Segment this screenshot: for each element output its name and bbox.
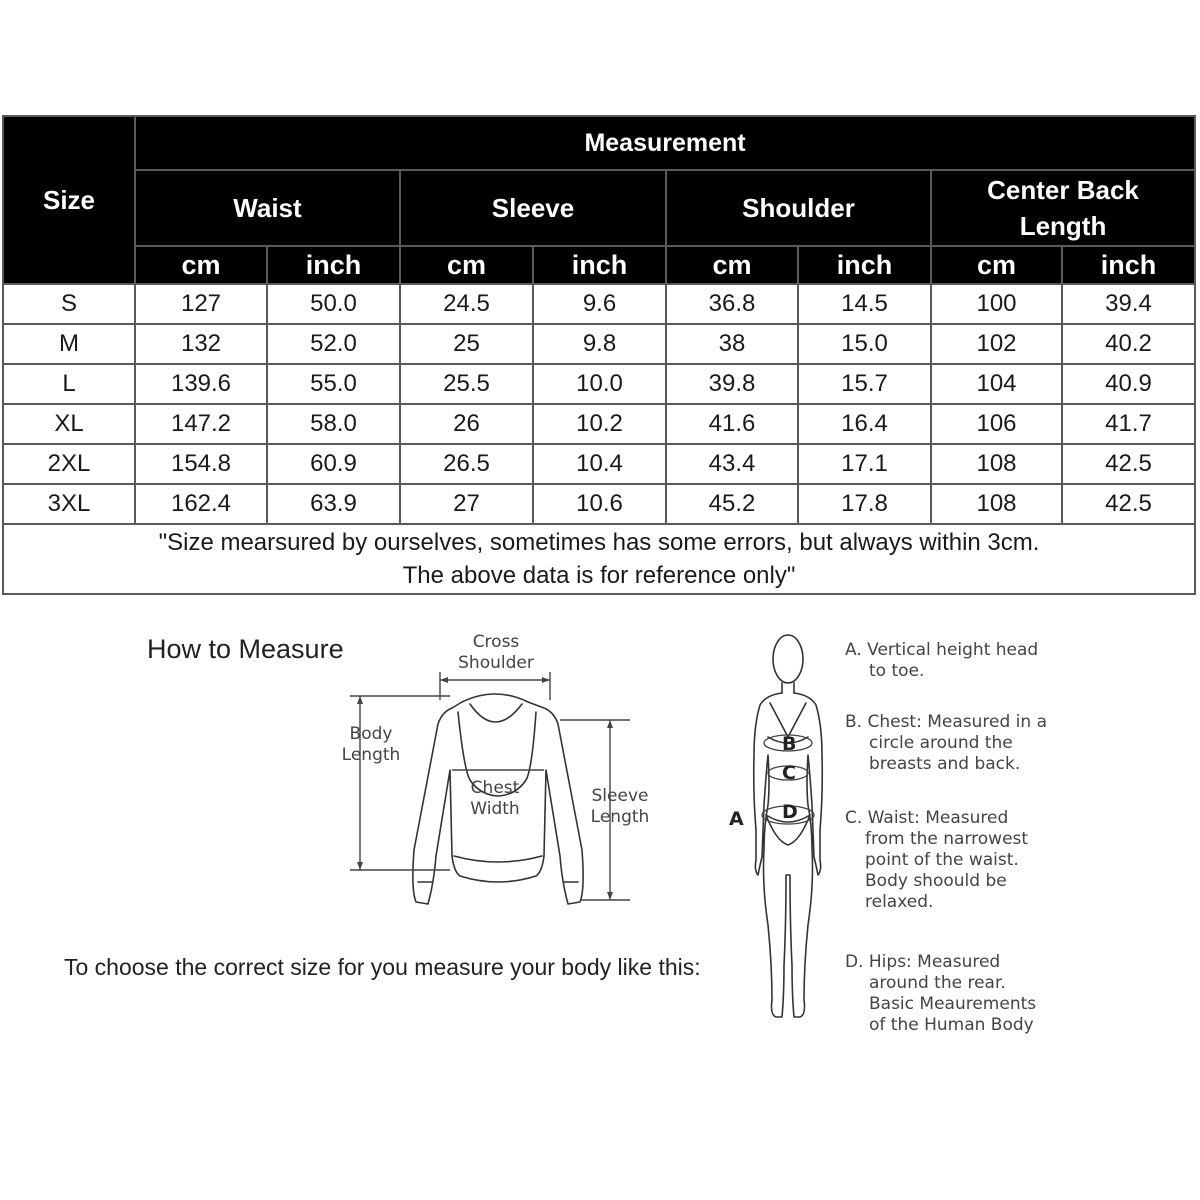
- unit-header: inch: [798, 246, 931, 284]
- size-header: Size: [3, 116, 135, 284]
- unit-header: cm: [135, 246, 267, 284]
- waist-header: Waist: [135, 170, 400, 246]
- table-cell: 102: [931, 324, 1062, 364]
- table-row: [3, 444, 1195, 484]
- letter-a-marker: A: [729, 808, 744, 830]
- table-cell: 17.8: [798, 484, 931, 524]
- table-row: [3, 484, 1195, 524]
- table-cell: 127: [135, 284, 267, 324]
- table-cell: 39.8: [666, 364, 798, 404]
- table-cell: 25.5: [400, 364, 533, 404]
- table-cell: 52.0: [267, 324, 400, 364]
- measurement-note: "Size mearsured by ourselves, sometimes has some errors, but always within 3cm. The above data is for reference only": [3, 524, 1195, 594]
- table-cell: 58.0: [267, 404, 400, 444]
- table-cell: 104: [931, 364, 1062, 404]
- body-length-label: Body Length: [341, 724, 401, 765]
- table-cell: 39.4: [1062, 284, 1195, 324]
- table-cell: 45.2: [666, 484, 798, 524]
- table-cell: 15.7: [798, 364, 931, 404]
- table-row: [3, 404, 1195, 444]
- size-chart-table: [2, 115, 1196, 595]
- unit-header: inch: [533, 246, 666, 284]
- table-cell: 25: [400, 324, 533, 364]
- table-cell: 38: [666, 324, 798, 364]
- letter-b-marker: B: [782, 733, 797, 755]
- unit-header: inch: [267, 246, 400, 284]
- table-cell: 26: [400, 404, 533, 444]
- table-cell: 10.4: [533, 444, 666, 484]
- table-cell: 27: [400, 484, 533, 524]
- table-cell: 9.8: [533, 324, 666, 364]
- chest-width-label: Chest Width: [470, 778, 520, 819]
- table-cell: 17.1: [798, 444, 931, 484]
- table-cell: 10.0: [533, 364, 666, 404]
- table-cell: 139.6: [135, 364, 267, 404]
- table-cell: 14.5: [798, 284, 931, 324]
- table-cell: 132: [135, 324, 267, 364]
- definition-a: A. Vertical height head to toe.: [845, 640, 1039, 681]
- table-row: [3, 364, 1195, 404]
- sweater-neckline: [470, 704, 522, 722]
- sleeve-header: Sleeve: [400, 170, 666, 246]
- table-cell: 41.7: [1062, 404, 1195, 444]
- sleeve-length-label: Sleeve Length: [590, 786, 650, 827]
- table-cell: 41.6: [666, 404, 798, 444]
- definition-b: B. Chest: Measured in a circle around the breasts and back.: [845, 712, 1047, 774]
- size-cell: S: [3, 284, 135, 324]
- table-cell: 42.5: [1062, 444, 1195, 484]
- table-cell: 108: [931, 484, 1062, 524]
- table-cell: 16.4: [798, 404, 931, 444]
- size-cell: L: [3, 364, 135, 404]
- size-cell: M: [3, 324, 135, 364]
- table-cell: 10.2: [533, 404, 666, 444]
- unit-header: cm: [400, 246, 533, 284]
- table-cell: 43.4: [666, 444, 798, 484]
- letter-c-marker: C: [782, 762, 796, 784]
- table-cell: 9.6: [533, 284, 666, 324]
- sweater-hem: [454, 856, 542, 862]
- unit-header: cm: [931, 246, 1062, 284]
- table-cell: 42.5: [1062, 484, 1195, 524]
- table-cell: 100: [931, 284, 1062, 324]
- definition-c: C. Waist: Measured from the narrowest point of the waist. Body shoould be relaxed.: [845, 808, 1029, 912]
- unit-header: cm: [666, 246, 798, 284]
- table-cell: 147.2: [135, 404, 267, 444]
- table-cell: 40.9: [1062, 364, 1195, 404]
- cross-shoulder-label: Cross Shoulder: [458, 632, 534, 673]
- table-cell: 55.0: [267, 364, 400, 404]
- table-cell: 24.5: [400, 284, 533, 324]
- definition-d: D. Hips: Measured around the rear. Basic Meaurements of the Human Body: [845, 952, 1037, 1035]
- table-cell: 162.4: [135, 484, 267, 524]
- center-back-length-header: Center Back Length: [931, 170, 1195, 246]
- size-cell: XL: [3, 404, 135, 444]
- how-to-measure-title: How to Measure: [147, 634, 344, 664]
- table-cell: 26.5: [400, 444, 533, 484]
- measurement-header: Measurement: [135, 116, 1195, 170]
- head-outline: [773, 635, 803, 683]
- table-cell: 10.6: [533, 484, 666, 524]
- size-cell: 2XL: [3, 444, 135, 484]
- shoulder-header: Shoulder: [666, 170, 931, 246]
- letter-d-marker: D: [782, 801, 798, 823]
- table-cell: 50.0: [267, 284, 400, 324]
- table-row: [3, 324, 1195, 364]
- table-cell: 15.0: [798, 324, 931, 364]
- size-cell: 3XL: [3, 484, 135, 524]
- table-cell: 63.9: [267, 484, 400, 524]
- table-cell: 60.9: [267, 444, 400, 484]
- human-body-figure-illustration: [720, 625, 860, 1035]
- instruction-text: To choose the correct size for you measure your body like this:: [64, 954, 701, 980]
- unit-header: inch: [1062, 246, 1195, 284]
- table-cell: 36.8: [666, 284, 798, 324]
- table-cell: 154.8: [135, 444, 267, 484]
- table-cell: 108: [931, 444, 1062, 484]
- table-cell: 40.2: [1062, 324, 1195, 364]
- table-cell: 106: [931, 404, 1062, 444]
- table-row: [3, 284, 1195, 324]
